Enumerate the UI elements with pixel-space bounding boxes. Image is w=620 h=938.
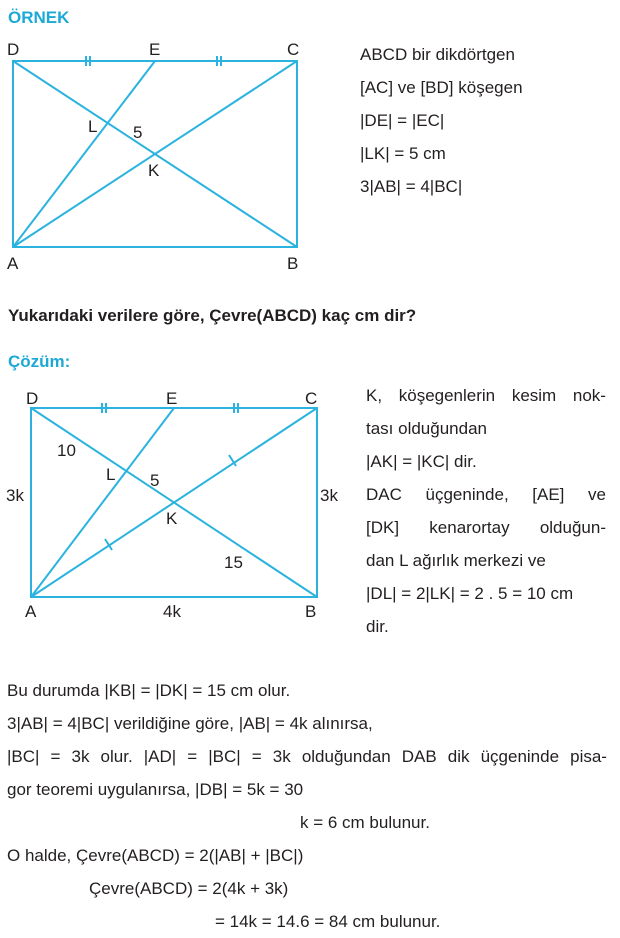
vertex-label-a: A <box>7 254 19 273</box>
segment-label-lk: 5 <box>133 123 143 142</box>
explanation-line-1: K, köşegenlerin kesim nok- <box>366 386 606 405</box>
label-right-side: 3k <box>320 486 338 505</box>
solution-vertex-label-b: B <box>305 602 317 621</box>
label-kb: 15 <box>224 553 243 572</box>
given-5: 3|AB| = 4|BC| <box>360 177 463 196</box>
solution-vertex-label-e: E <box>166 389 178 408</box>
given-2: [AC] ve [BD] köşegen <box>360 78 523 97</box>
solution-heading: Çözüm: <box>8 352 71 371</box>
given-4: |LK| = 5 cm <box>360 144 446 163</box>
vertex-label-d: D <box>7 40 20 59</box>
segment-ae <box>13 61 155 247</box>
example-heading: ÖRNEK <box>8 8 70 27</box>
body-line-2: 3|AB| = 4|BC| verildiğine göre, |AB| = 4k alınırsa, <box>7 714 373 733</box>
explanation-line-4: DAC üçgeninde, [AE] ve <box>366 485 606 504</box>
label-bottom-side: 4k <box>163 602 181 621</box>
body-line-8: = 14k = 14.6 = 84 cm bulunur. <box>215 912 441 931</box>
body-line-7: Çevre(ABCD) = 2(4k + 3k) <box>89 879 289 898</box>
body-line-4: gor teoremi uygulanırsa, |DB| = 5k = 30 <box>7 780 304 799</box>
vertex-label-e: E <box>149 40 161 59</box>
vertex-label-c: C <box>287 40 300 59</box>
point-label-k: K <box>148 161 160 180</box>
solution-vertex-label-d: D <box>26 389 39 408</box>
solution-point-label-l: L <box>106 465 116 484</box>
solution-point-label-k: K <box>166 509 178 528</box>
given-1: ABCD bir dikdörtgen <box>360 45 515 64</box>
solution-vertex-label-c: C <box>305 389 318 408</box>
vertex-label-b: B <box>287 254 299 273</box>
solution-segment-ae <box>31 408 174 597</box>
body-line-5: k = 6 cm bulunur. <box>300 813 430 832</box>
question-text: Yukarıdaki verilere göre, Çevre(ABCD) kaç cm dir? <box>8 306 417 325</box>
explanation-line-8: dir. <box>366 617 389 636</box>
body-line-3: |BC| = 3k olur. |AD| = |BC| = 3k olduğundan DAB dik üçgeninde pisa- <box>7 747 607 766</box>
explanation-line-6: dan L ağırlık merkezi ve <box>366 551 546 570</box>
solution-vertex-label-a: A <box>25 602 37 621</box>
label-lk: 5 <box>150 471 160 490</box>
label-left-side: 3k <box>6 486 24 505</box>
body-line-6: O halde, Çevre(ABCD) = 2(|AB| + |BC|) <box>7 846 304 865</box>
explanation-line-2: tası olduğundan <box>366 419 487 438</box>
body-line-1: Bu durumda |KB| = |DK| = 15 cm olur. <box>7 681 291 700</box>
explanation-line-5: [DK] kenarortay olduğun- <box>366 518 606 537</box>
given-3: |DE| = |EC| <box>360 111 445 130</box>
point-label-l: L <box>88 117 98 136</box>
explanation-line-7: |DL| = 2|LK| = 2 . 5 = 10 cm <box>366 584 574 603</box>
explanation-line-3: |AK| = |KC| dir. <box>366 452 477 471</box>
label-dl: 10 <box>57 441 76 460</box>
